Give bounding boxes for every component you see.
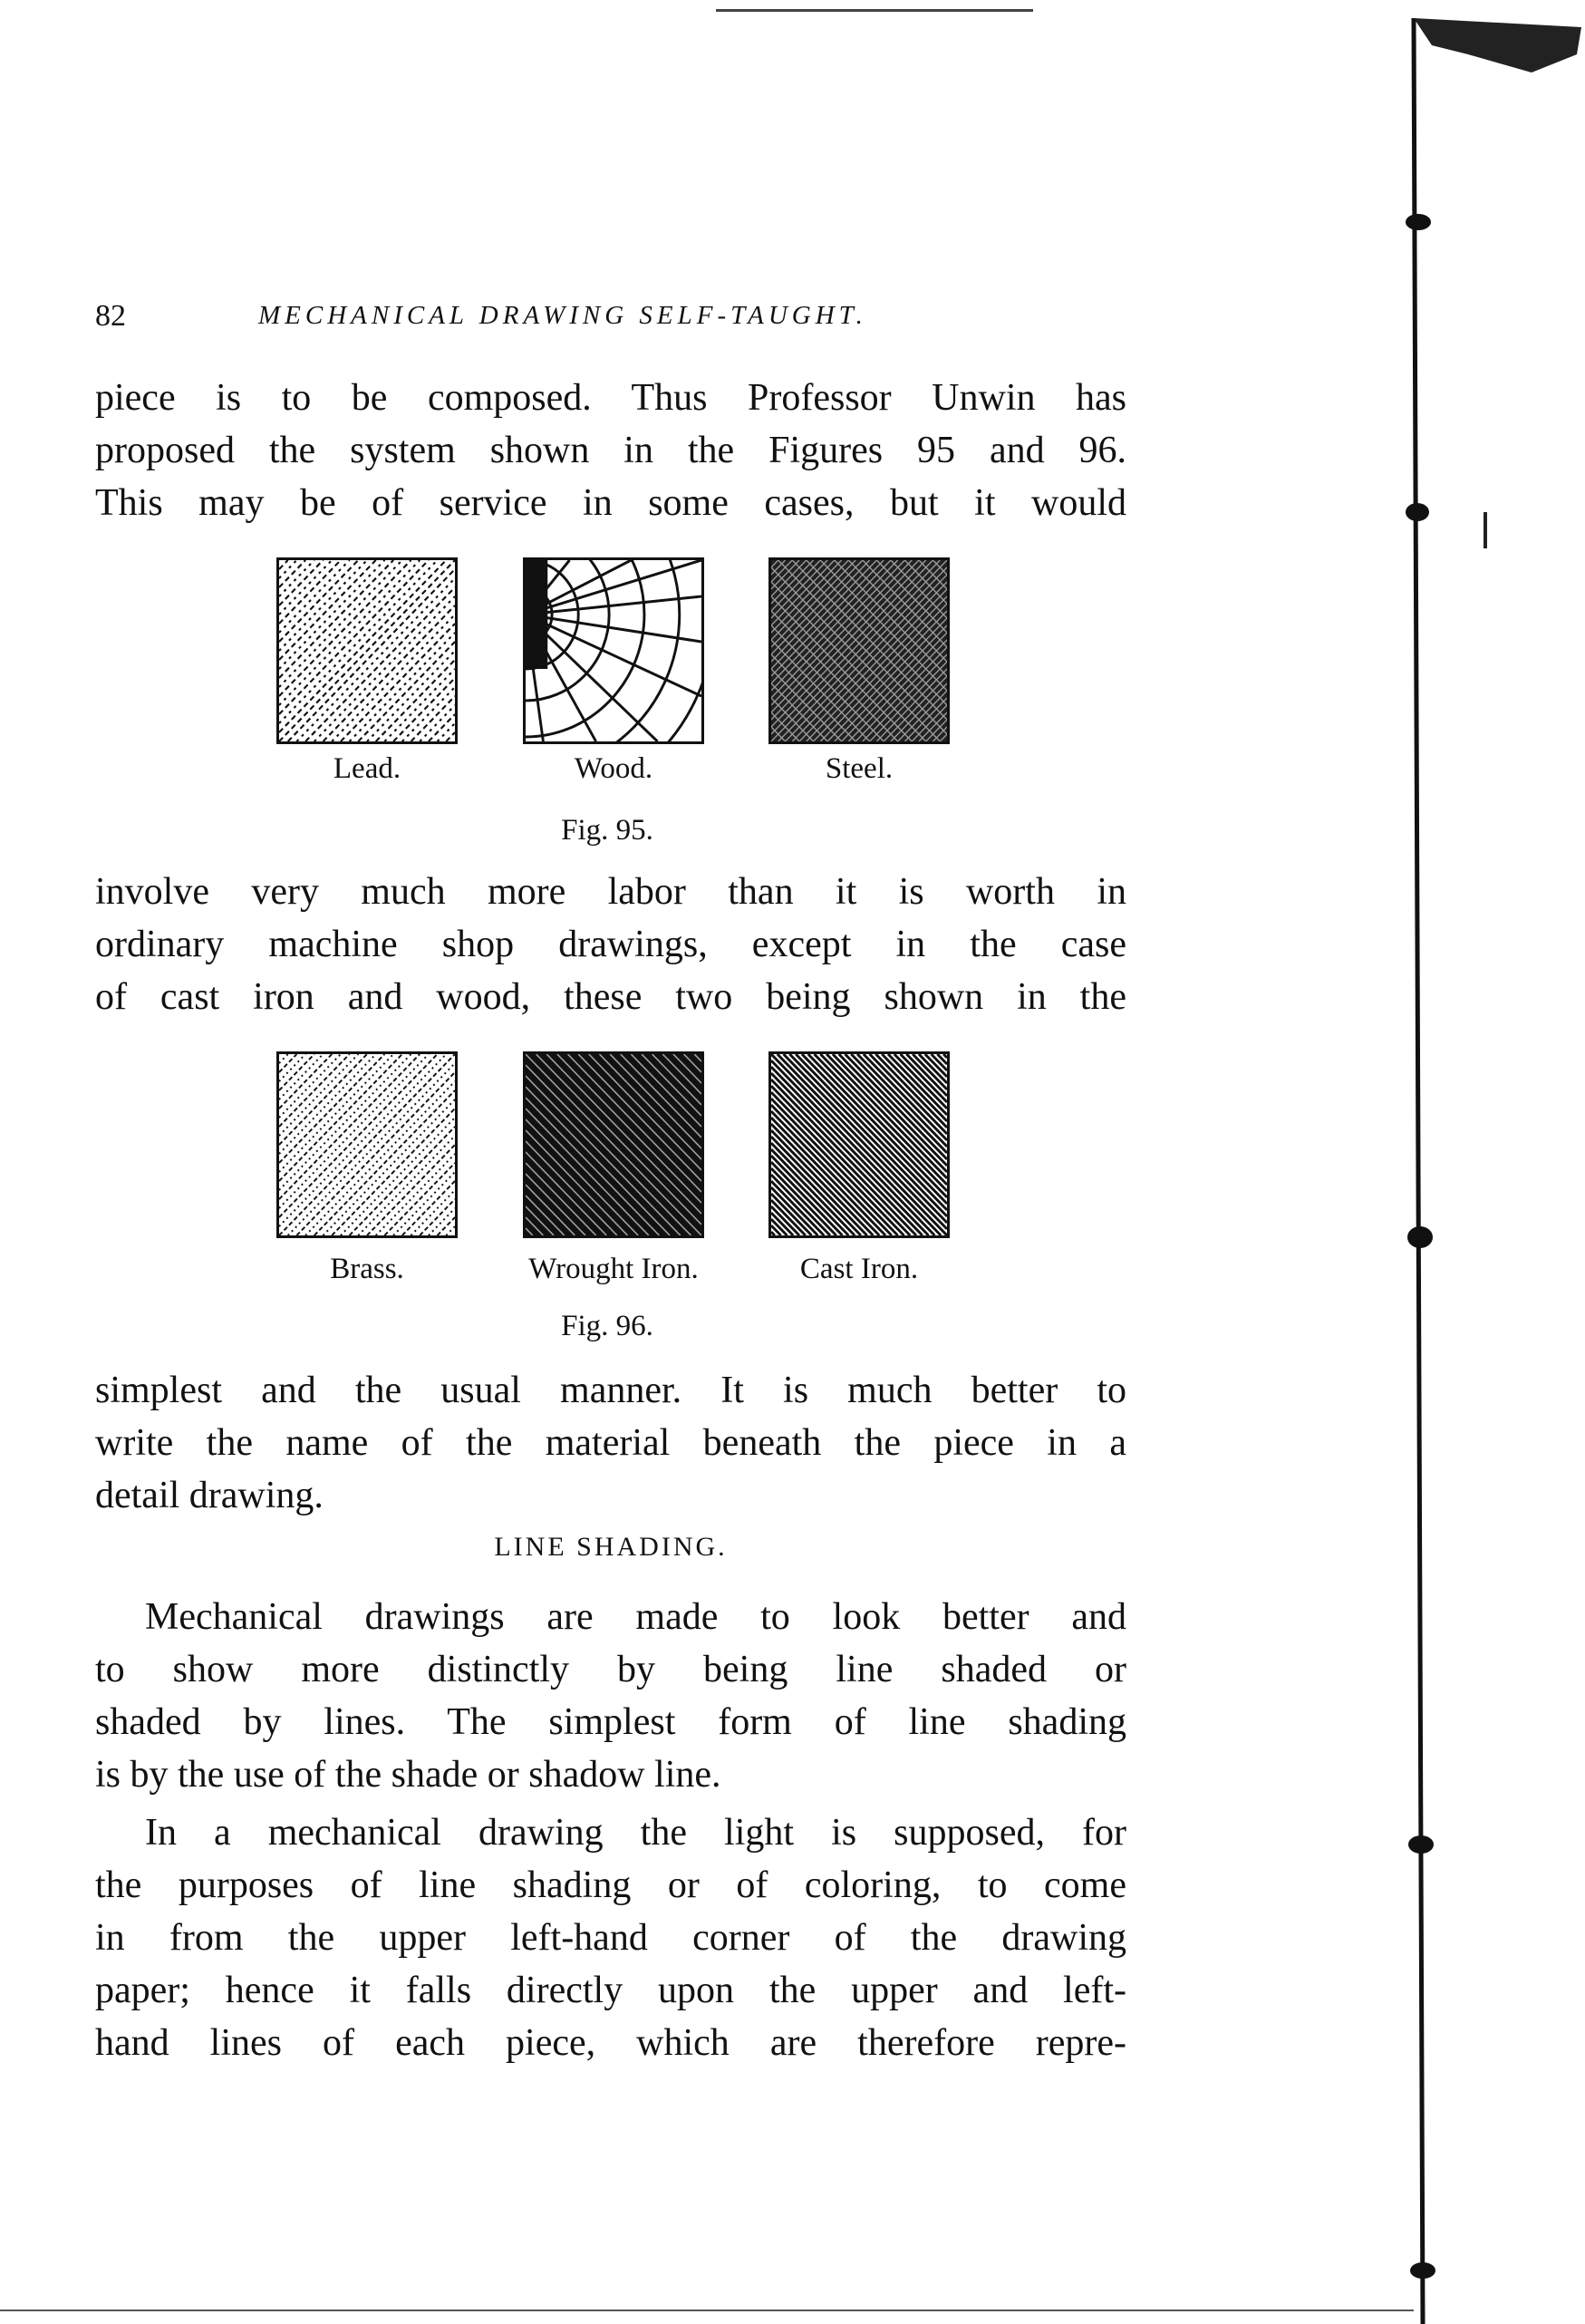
running-head: MECHANICAL DRAWING SELF-TAUGHT. <box>258 301 867 330</box>
section-heading: LINE SHADING. <box>494 1532 728 1562</box>
figure-caption: Lead. <box>333 752 401 785</box>
figure-95 <box>272 557 961 785</box>
figure-caption: Wood. <box>574 752 653 785</box>
text-line: proposed the system shown in the Figures 95 and 96. <box>95 430 1126 471</box>
text-line: Mechanical drawings are made to look better and <box>145 1596 1126 1638</box>
figure-caption: Cast Iron. <box>799 1253 919 1285</box>
text-line: the purposes of line shading or of coloring, to come <box>95 1864 1126 1906</box>
text-line: write the name of the material beneath the piece in a <box>95 1422 1126 1464</box>
page-header <box>95 299 1128 339</box>
text-line: is by the use of the shade or shadow line. <box>95 1754 721 1796</box>
text-line: In a mechanical drawing the light is supposed, for <box>145 1812 1126 1854</box>
text-line: ordinary machine shop drawings, except in the case <box>95 924 1126 965</box>
text-line: hand lines of each piece, which are therefore repre- <box>95 2022 1126 2064</box>
figure-96 <box>272 1051 961 1285</box>
figure-caption: Steel. <box>825 752 894 785</box>
text-line: piece is to be composed. Thus Professor Unwin has <box>95 377 1126 419</box>
text-line: This may be of service in some cases, but it would <box>95 482 1126 524</box>
figure-caption: Wrought Iron. <box>528 1253 699 1285</box>
binding-edge <box>1396 0 1585 2324</box>
figure-caption: Brass. <box>330 1253 404 1285</box>
top-edge-rule <box>716 9 1033 12</box>
cast-iron-hatch-icon <box>768 1051 950 1238</box>
brass-hatch-icon <box>276 1051 458 1238</box>
bottom-edge-rule <box>0 2309 1414 2311</box>
text-line: to show more distinctly by being line shaded or <box>95 1649 1126 1690</box>
figure-label: Fig. 96. <box>561 1310 653 1342</box>
lead-hatch-icon <box>276 557 458 744</box>
wood-grain-icon <box>523 557 704 744</box>
text-line: of cast iron and wood, these two being shown in the <box>95 976 1126 1018</box>
text-line: simplest and the usual manner. It is much better to <box>95 1370 1126 1411</box>
text-line: paper; hence it falls directly upon the upper and left- <box>95 1970 1126 2011</box>
figure-label: Fig. 95. <box>561 814 653 847</box>
steel-crosshatch-icon <box>768 557 950 744</box>
wrought-iron-hatch-icon <box>523 1051 704 1238</box>
text-line: detail drawing. <box>95 1475 324 1516</box>
text-line: in from the upper left-hand corner of the drawing <box>95 1917 1126 1959</box>
page-number: 82 <box>95 299 126 333</box>
text-line: shaded by lines. The simplest form of line shading <box>95 1701 1126 1743</box>
text-line: involve very much more labor than it is worth in <box>95 871 1126 913</box>
